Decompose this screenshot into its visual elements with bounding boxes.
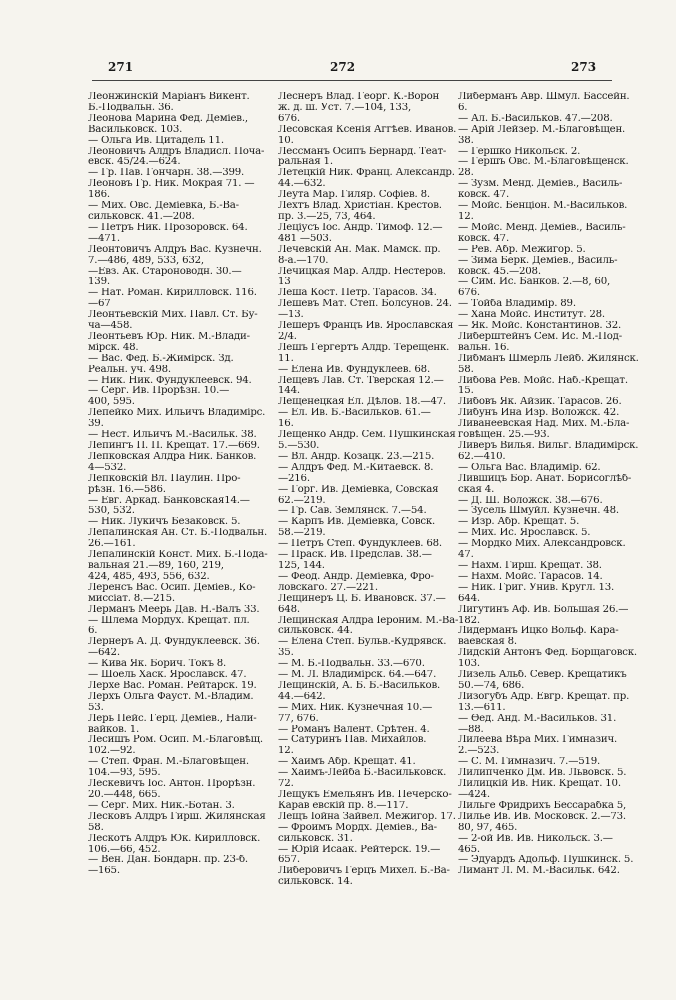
directory-entry-line: 8-а.—170.: [278, 255, 329, 266]
directory-entry-line: —216.: [278, 473, 310, 484]
directory-entry-line: Леша Кост. Петр. Тарасов. 34.: [278, 288, 437, 299]
directory-entry-line: Лилипченко Дм. Ив. Львовск. 5.: [458, 768, 627, 779]
directory-entry-line: 77, 676.: [278, 713, 319, 724]
directory-entry-line: Леонтьевскій Мих. Павл. Ст. Бу-: [88, 310, 258, 321]
directory-entry-line: 50.—74, 686.: [458, 680, 525, 691]
directory-entry-line: Лешеръ Францъ Ив. Ярославская: [278, 321, 454, 332]
directory-entry-line: 47.: [458, 550, 474, 561]
directory-entry-line: Лерхъ Ольга Фауст. М.-Владим.: [88, 691, 254, 702]
directory-entry-line: 13: [278, 277, 291, 288]
directory-entry-line: Леоновичъ Алдръ Владисл. Поча-: [88, 146, 265, 157]
directory-entry-line: вальная 21.—89, 160, 219,: [88, 560, 224, 571]
directory-entry-line: ковск. 45.—208.: [458, 266, 541, 277]
directory-entry-line: Лидскій Антонъ Фед. Борщаговск.: [458, 648, 637, 659]
directory-entry-line: Лещенецкая Ел. Дѣлов. 18.—47.: [278, 397, 446, 408]
directory-entry-line: ковск. 47.: [458, 190, 509, 201]
directory-entry-line: — Елена Степ. Бульв.-Кудрявск.: [278, 637, 447, 648]
directory-entry-line: — Нат. Роман. Кирилловск. 116.: [88, 288, 257, 299]
directory-entry-line: евск. 45/24.—624.: [88, 157, 181, 168]
directory-entry-line: — Изр. Абр. Крещат. 5.: [458, 517, 580, 528]
directory-entry-line: — Ник. Григ. Унив. Кругл. 13.: [458, 582, 615, 593]
directory-entry-line: — Сим. Ис. Банков. 2.—8, 60,: [458, 277, 611, 288]
directory-entry-line: — Шоель Хаск. Ярославск. 47.: [88, 670, 247, 681]
directory-entry-line: 676.: [278, 113, 300, 124]
directory-entry-line: — Карпъ Ив. Деміевка, Совск.: [278, 517, 436, 528]
directory-entry-line: Лепейко Мих. Ильичъ Владимірс.: [88, 408, 266, 419]
directory-entry-line: Леонтьевъ Юр. Ник. М.-Влади-: [88, 331, 250, 342]
directory-entry-line: 5.—530.: [278, 441, 320, 451]
directory-entry-line: сильковск. 14.: [278, 877, 353, 888]
directory-entry-line: 125, 144.: [278, 560, 325, 571]
directory-entry-line: — Зусель Шмуйл. Кузнечн. 48.: [458, 506, 619, 517]
directory-entry-line: Лецiусъ Іос. Андр. Тимоф. 12.—: [278, 222, 443, 233]
directory-entry-line: Карав евскій пр. 8.—117.: [278, 800, 409, 811]
directory-entry-line: сильковск. 44.: [278, 626, 353, 637]
directory-entry-line: 2/4.: [278, 331, 297, 342]
directory-entry-line: 4—532.: [88, 462, 127, 473]
directory-entry-line: Лилеева Вѣра Мих. Гимназич.: [458, 735, 618, 746]
directory-entry-line: 182.: [458, 615, 480, 626]
directory-entry-line: — Вл. Андр. Козацк. 23.—215.: [278, 451, 435, 462]
directory-entry-line: — Рев. Абр. Межигор. 5.: [458, 244, 586, 255]
directory-entry-line: — Степ. Фран. М.-Благовѣщен.: [88, 757, 249, 768]
page-number-right: 273: [571, 60, 597, 74]
directory-entry-line: Лещинская Алдра Іероним. М.-Ва-: [278, 615, 459, 626]
directory-entry-line: 38.: [458, 135, 474, 146]
directory-entry-line: 13.—611.: [458, 702, 506, 713]
directory-entry-line: Лехтъ Влад. Христіан. Крестов.: [278, 201, 442, 212]
directory-entry-line: Ливанеевская Над. Мих. М.-Бла-: [458, 419, 630, 430]
directory-entry-line: Лимант Л. М. М.-Васильк. 642.: [458, 866, 620, 877]
directory-entry-line: Лесовская Ксенія Аггѣев. Иванов.: [278, 124, 457, 135]
directory-entry-line: —67: [88, 299, 111, 310]
directory-entry-line: 72.: [278, 779, 294, 790]
directory-entry-line: — Вас. Фед. Б.-Жимірск. Зд.: [88, 353, 234, 364]
directory-entry-line: Лильге Фридрихъ Бессарабка 5,: [458, 800, 627, 811]
directory-entry-line: — Ал. Б.-Васильков. 47.—208.: [458, 113, 613, 124]
directory-entry-line: 424, 485, 493, 556, 632.: [88, 571, 210, 582]
directory-entry-line: Лернеръ А. Д. Фундуклеевск. 36.: [88, 637, 260, 648]
directory-entry-line: ча—458.: [88, 321, 133, 332]
directory-entry-line: — Юрій Исаак. Рейтерск. 19.—: [278, 844, 441, 855]
directory-entry-line: — Серг. Ив. Прорѣзн. 10.—: [88, 386, 230, 397]
directory-entry-line: — Кива Як. Борич. Токъ 8.: [88, 659, 227, 670]
directory-entry-line: Лещенко Андр. Сем. Пушкинская: [278, 430, 456, 441]
directory-entry-line: 15.: [458, 386, 474, 397]
directory-entry-line: 144.: [278, 386, 300, 397]
directory-entry-line: Леонова Марина Фед. Деміев.,: [88, 113, 248, 124]
directory-entry-line: — Гр. Сав. Землянск. 7.—54.: [278, 506, 427, 517]
directory-entry-line: — Серг. Мих. Ник.-Ботан. 3.: [88, 800, 235, 811]
column-right: [458, 92, 648, 992]
directory-entry-line: Лескотъ Алдръ Юк. Кирилловск.: [88, 833, 261, 844]
directory-entry-line: сильковск. 41.—208.: [88, 211, 195, 222]
directory-entry-line: 26.—161.: [88, 539, 136, 550]
directory-entry-line: — Мордко Мих. Александровск.: [458, 539, 626, 550]
directory-entry-line: 400, 595.: [88, 397, 135, 408]
directory-entry-line: — Ольга Ив. Цитадель 11.: [88, 135, 224, 146]
directory-entry-line: — Горг. Ив. Деміевка, Совская: [278, 484, 439, 495]
directory-entry-line: Лилье Ив. Ив. Московск. 2.—73.: [458, 811, 626, 822]
directory-entry-line: Лепковскій Вл. Паулин. Про-: [88, 473, 241, 484]
directory-entry-line: 28.: [458, 168, 474, 179]
directory-entry-line: — Мойс. Менд. Деміев., Василь-: [458, 222, 626, 233]
directory-entry-line: Либова Рев. Мойс. Наб.-Крещат.: [458, 375, 628, 386]
directory-entry-line: Лерь Пейс. Герц. Деміев., Нали-: [88, 713, 257, 724]
directory-entry-line: Лилицкій Ив. Ник. Крещат. 10.: [458, 779, 621, 790]
directory-entry-line: — Ольга Вас. Владимір. 62.: [458, 462, 601, 473]
directory-entry-line: Реальн. уч. 498.: [88, 364, 171, 375]
directory-entry-line: 481 —503.: [278, 233, 332, 244]
directory-entry-line: 139.: [88, 277, 110, 288]
directory-entry-line: — С. М. Гимназич. 7.—519.: [458, 757, 601, 768]
directory-entry-line: — Нахм. Мойс. Тарасов. 14.: [458, 571, 603, 582]
directory-entry-line: Лерхе Вас. Роман. Рейтарск. 19.: [88, 680, 257, 691]
directory-entry-line: миссіат. 8.—215.: [88, 593, 175, 604]
directory-entry-line: — Арій Лейзер. М.-Благовѣщен.: [458, 124, 626, 135]
directory-entry-line: 7.—486, 489, 533, 632,: [88, 255, 204, 266]
directory-entry-line: ваевская 8.: [458, 637, 517, 648]
directory-entry-line: пр. 3.—25, 73, 464.: [278, 211, 376, 222]
directory-entry-line: — Мойс. Бенціон. М.-Васильков.: [458, 201, 628, 212]
directory-entry-line: Лепалинская Ан. Ст. Б.-Подвальн.: [88, 528, 268, 539]
directory-entry-line: 58.—219.: [278, 528, 326, 539]
directory-entry-line: —165.: [88, 866, 120, 877]
directory-entry-line: — Алдръ Фед. М.-Китаевск. 8.: [278, 462, 434, 473]
directory-entry-line: 10.: [278, 135, 294, 146]
directory-entry-line: — Вен. Дан. Бондарн. пр. 23-б.: [88, 855, 248, 866]
directory-entry-line: — Елена Ив. Фундуклеев. 68.: [278, 364, 430, 375]
directory-entry-line: —642.: [88, 648, 120, 659]
directory-entry-line: 39.: [88, 419, 104, 430]
page-number-middle: 272: [330, 60, 356, 74]
directory-entry-line: 35.: [278, 648, 294, 659]
directory-entry-line: — Хаимъ-Лейба Б.-Васильковск.: [278, 768, 447, 779]
directory-entry-line: — М. Л. Владимірск. 64.—647.: [278, 670, 437, 681]
directory-entry-line: Лечицкая Мар. Алдр. Нестеров.: [278, 266, 446, 277]
directory-entry-line: Б.-Подвальн. 36.: [88, 102, 174, 113]
directory-entry-line: Лескевичъ Іос. Антон. Прорѣзн.: [88, 779, 256, 790]
directory-entry-line: Леонжинскій Маріанъ Викент.: [88, 92, 250, 102]
directory-entry-line: Лещинеръ Ц. Б. Ивановск. 37.—: [278, 593, 446, 604]
directory-entry-line: — Мих. Ис. Ярославск. 5.: [458, 528, 591, 539]
directory-entry-line: говѣщен. 25.—93.: [458, 430, 550, 441]
directory-entry-line: ская 4.: [458, 484, 495, 495]
directory-entry-line: — Хана Мойс. Институт. 28.: [458, 310, 605, 321]
directory-entry-line: 106.—66, 452.: [88, 844, 161, 855]
directory-entry-line: Лерманъ Меерь Дав. Н.-Валъ 33.: [88, 604, 260, 615]
directory-entry-line: вальн. 16.: [458, 342, 510, 353]
directory-entry-line: — Петръ Ник. Прозоровск. 64.: [88, 222, 248, 233]
directory-entry-line: 62.—219.: [278, 495, 326, 506]
column-left: [88, 92, 278, 992]
directory-entry-line: — Нахм. Гирш. Крещат. 38.: [458, 560, 602, 571]
directory-entry-line: —471.: [88, 233, 120, 244]
directory-entry-line: 12.: [278, 746, 294, 757]
directory-entry-line: Либовъ Як. Айзик. Тарасов. 26.: [458, 397, 622, 408]
directory-entry-line: — Ел. Ив. Б.-Васильков. 61.—: [278, 408, 431, 419]
directory-entry-line: Леоновъ Гр. Ник. Мокрая 71. —: [88, 179, 255, 190]
directory-entry-line: — Сатуринъ Пав. Михайлов.: [278, 735, 427, 746]
directory-entry-line: Лизогубъ Адр. Евгр. Крещат. пр.: [458, 691, 630, 702]
header-rule: [92, 80, 612, 81]
directory-entry-line: Лепалинскій Конст. Мих. Б.-Пода-: [88, 550, 268, 561]
directory-entry-line: рѣзн. 16.—586.: [88, 484, 166, 495]
directory-entry-line: ловскаго. 27.—221.: [278, 582, 378, 593]
directory-entry-line: — Д. Ш. Воложск. 38.—676.: [458, 495, 603, 506]
directory-entry-line: — Ѳед. Анд. М.-Васильков. 31.: [458, 713, 617, 724]
directory-entry-line: ральная 1.: [278, 157, 333, 168]
directory-entry-line: мірск. 48.: [88, 342, 139, 353]
directory-entry-line: 648.: [278, 604, 300, 615]
directory-entry-line: Лессманъ Осипъ Бернард. Теат-: [278, 146, 447, 157]
directory-entry-line: вайков. 1.: [88, 724, 140, 735]
directory-entry-line: 44.—632.: [278, 179, 326, 190]
directory-entry-line: 103.: [458, 659, 480, 670]
directory-entry-line: — Праск. Ив. Предслав. 38.—: [278, 550, 432, 561]
directory-entry-line: Лившицъ Бор. Анат. Борисоглѣб-: [458, 473, 632, 484]
directory-entry-line: — Гр. Пав. Гончарн. 38.—399.: [88, 168, 245, 179]
directory-entry-line: Ливеръ Вилья. Вильг. Владимірск.: [458, 441, 639, 451]
directory-entry-line: 62.—410.: [458, 451, 506, 462]
directory-entry-line: 657.: [278, 855, 300, 866]
directory-entry-line: Лечевскій Ан. Мак. Мамск. пр.: [278, 244, 441, 255]
directory-entry-line: Лигутинъ Аф. Ив. Большая 26.—: [458, 604, 629, 615]
directory-entry-line: 53.: [88, 702, 104, 713]
directory-entry-line: 6.: [88, 626, 98, 637]
directory-entry-line: ковск. 47.: [458, 233, 509, 244]
directory-entry-line: Лещинскій, А. Б. Б.-Васильков.: [278, 680, 441, 691]
directory-entry-line: 676.: [458, 288, 480, 299]
directory-entry-line: Лещукъ Емельянъ Ив. Печерско-: [278, 790, 452, 800]
directory-entry-line: — Евг. Аркад. Банковская14.—: [88, 495, 250, 506]
directory-entry-line: — 2-ой Ив. Ив. Никольск. 3.—: [458, 833, 613, 844]
directory-entry-line: — Феод. Андр. Деміевка, Фро-: [278, 571, 434, 582]
directory-entry-line: Лепингъ П. П. Крещат. 17.—669.: [88, 441, 260, 451]
directory-entry-line: 104.—93, 595.: [88, 768, 161, 779]
directory-entry-line: 186.: [88, 190, 110, 201]
directory-entry-line: —Евз. Ак. Староноводн. 30.—: [88, 266, 242, 277]
directory-entry-line: Лешъ Гергертъ Алдр. Терещенк.: [278, 342, 450, 353]
directory-entry-line: — Романъ Валент. Срѣтен. 4.: [278, 724, 430, 735]
directory-entry-line: — Шлема Мордух. Крещат. пл.: [88, 615, 250, 626]
page-header: [0, 60, 676, 80]
directory-entry-line: 16.: [278, 419, 294, 430]
directory-entry-line: — М. Б.-Подвальн. 33.—670.: [278, 659, 425, 670]
directory-entry-line: 465.: [458, 844, 480, 855]
directory-entry-line: Лещъ Іойна Зайвел. Межигор. 17.: [278, 811, 456, 822]
directory-entry-line: Либманъ Шмерль Лейб. Жилянск.: [458, 353, 639, 364]
directory-entry-line: 644.: [458, 593, 480, 604]
directory-entry-line: Леснеръ Влад. Георг. К.-Ворон: [278, 92, 440, 102]
page-number-left: 271: [108, 60, 134, 74]
directory-entry-line: Леонтовичъ Алдръ Вас. Кузнечн.: [88, 244, 262, 255]
directory-entry-line: Либерманъ Авр. Шмул. Бассейн.: [458, 92, 630, 102]
directory-entry-line: 6.: [458, 102, 468, 113]
directory-entry-line: 102.—92.: [88, 746, 136, 757]
column-middle: [278, 92, 460, 992]
directory-entry-line: — Тойба Владимір. 89.: [458, 299, 576, 310]
directory-entry-line: 58.: [458, 364, 474, 375]
directory-entry-line: — Мих. Ник. Кузнечная 10.—: [278, 702, 433, 713]
directory-entry-line: Леута Мар. Гиляр. Софіев. 8.: [278, 190, 430, 201]
directory-entry-line: Лесковъ Алдръ Гирш. Жилянская: [88, 811, 266, 822]
directory-entry-line: — Гершко Никольск. 2.: [458, 146, 581, 157]
directory-entry-line: — Эдуардъ Адольф. Пушкинск. 5.: [458, 855, 634, 866]
directory-entry-line: — Ник. Лукичъ Безаковск. 5.: [88, 517, 241, 528]
directory-entry-line: 44.—642.: [278, 691, 326, 702]
directory-entry-line: 530, 532.: [88, 506, 135, 517]
directory-entry-line: Либерштейнъ Сем. Ис. М.-Под-: [458, 331, 622, 342]
directory-entry-line: — Як. Мойс. Константинов. 32.: [458, 321, 622, 332]
directory-entry-line: Васильковск. 103.: [88, 124, 183, 135]
directory-entry-line: — Мих. Овс. Деміевка, Б.-Ва-: [88, 201, 239, 212]
directory-entry-line: Либунъ Ина Изр. Воложск. 42.: [458, 408, 620, 419]
directory-entry-line: —88.: [458, 724, 484, 735]
directory-entry-line: 20.—448, 665.: [88, 790, 161, 800]
directory-entry-line: Лещевъ Лав. Ст. Тверская 12.—: [278, 375, 444, 386]
directory-entry-line: — Петръ Степ. Фундуклеев. 68.: [278, 539, 442, 550]
directory-entry-line: Леренсъ Вас. Осип. Деміев., Ко-: [88, 582, 256, 593]
directory-entry-line: — Зима Берк. Деміев., Василь-: [458, 255, 618, 266]
directory-entry-line: Лепковская Алдра Ник. Банков.: [88, 451, 257, 462]
directory-entry-line: 2.—523.: [458, 746, 500, 757]
directory-entry-line: Летецкій Ник. Франц. Александр.: [278, 168, 455, 179]
directory-entry-line: 58.: [88, 822, 104, 833]
directory-entry-line: 80, 97, 465.: [458, 822, 518, 833]
directory-entry-line: 12.: [458, 211, 474, 222]
directory-entry-line: — Гершъ Овс. М.-Благовѣщенск.: [458, 157, 629, 168]
directory-entry-line: Либеровичъ Герцъ Михел. Б.-Ва-: [278, 866, 450, 877]
directory-entry-line: — Фроимъ Мордх. Деміев., Ва-: [278, 822, 437, 833]
directory-entry-line: —13.: [278, 310, 304, 321]
directory-entry-line: сильковск. 31.: [278, 833, 353, 844]
directory-entry-line: — Ник. Ник. Фундуклеевск. 94.: [88, 375, 252, 386]
directory-entry-line: Лизель Альб. Север. Крещатикъ: [458, 670, 627, 681]
directory-entry-line: — Хаимъ Абр. Крещат. 41.: [278, 757, 416, 768]
directory-entry-line: — Нест. Ильичъ М.-Васильк. 38.: [88, 430, 257, 441]
directory-entry-line: 11.: [278, 353, 294, 364]
directory-entry-line: Лесишъ Ром. Осип. М.-Благовѣщ.: [88, 735, 263, 746]
directory-entry-line: Лидерманъ Ицко Вольф. Кара-: [458, 626, 619, 637]
directory-entry-line: Лешевъ Мат. Степ. Болсунов. 24.: [278, 299, 452, 310]
directory-entry-line: — Зузм. Менд. Деміев., Василь-: [458, 179, 623, 190]
directory-entry-line: ж. д. ш. Уст. 7.—104, 133,: [278, 102, 412, 113]
directory-entry-line: —424.: [458, 790, 490, 800]
